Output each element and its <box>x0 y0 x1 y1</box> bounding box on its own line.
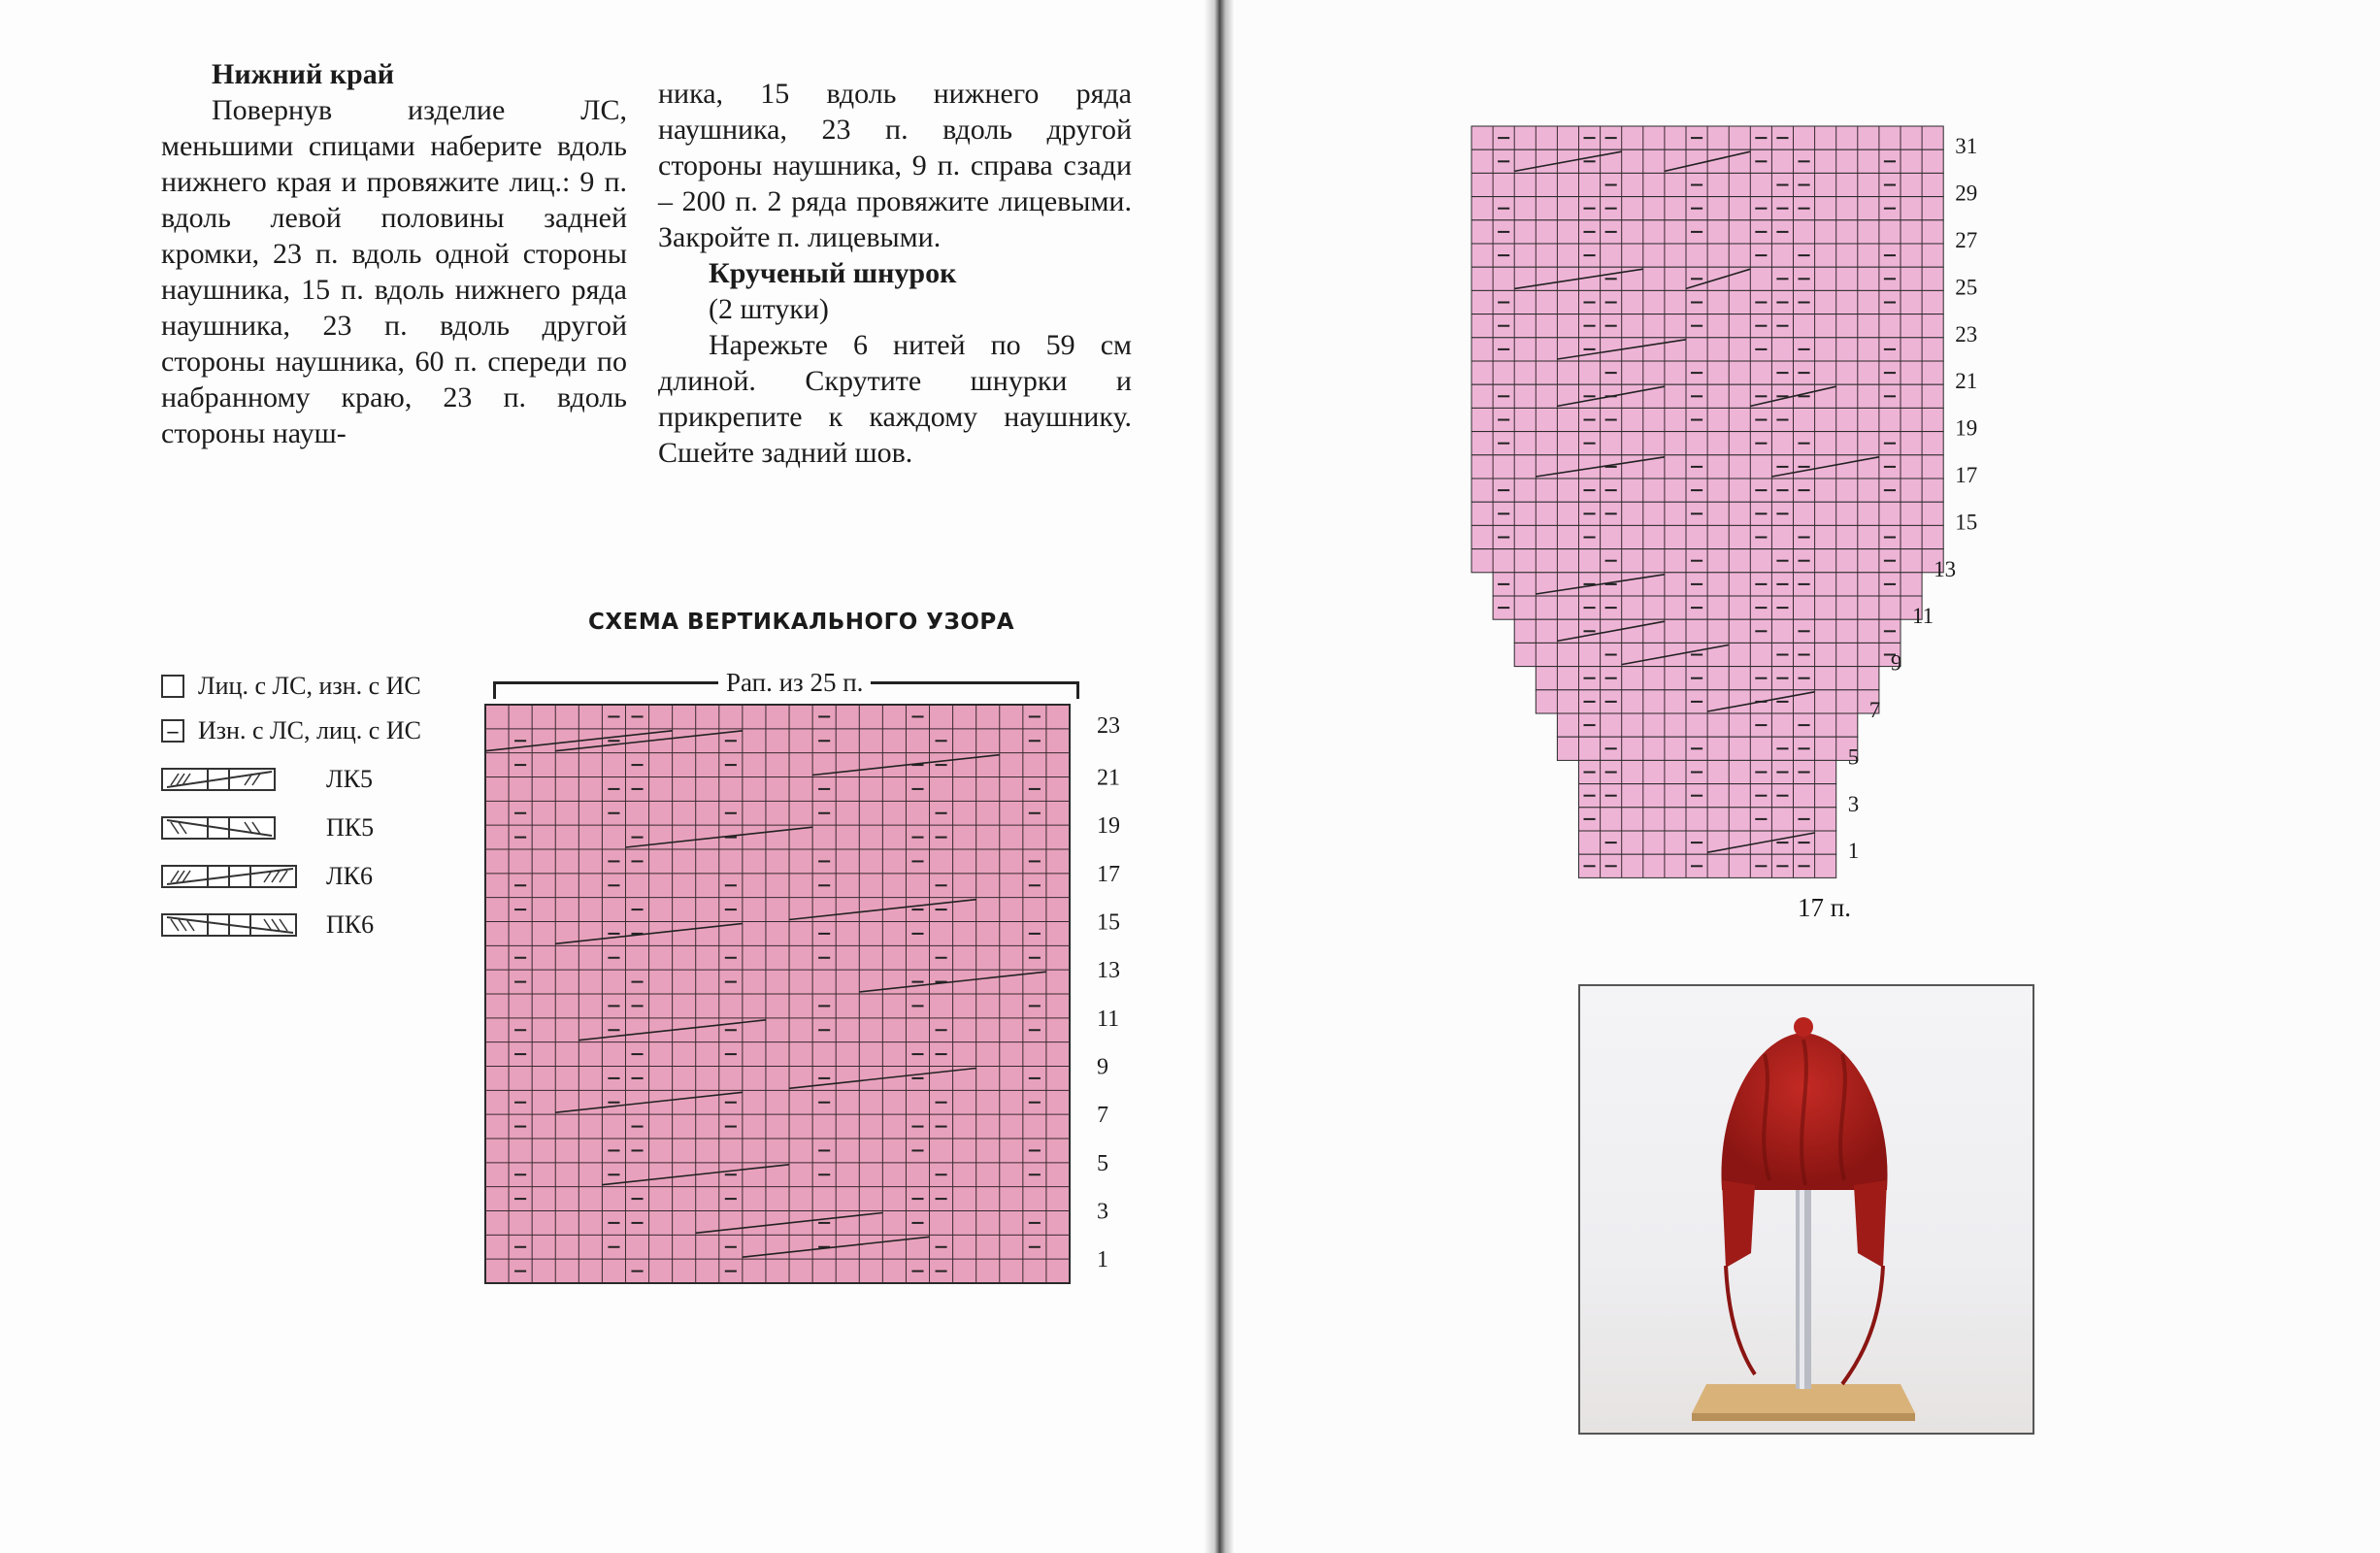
paragraph-bottom-edge-part1: Повернув изделие ЛС, меньшими спицами наберите вдоль нижнего края и провяжите лиц.: 9 п. вдоль левой половины задней кромки, 23 п. вдоль одной стороны наушника, 15 п. вдоль нижнего ряда наушника, 23 п. вдоль другой стороны наушника, 60 п. спереди по набранному краю, 23 п. вдоль стороны науш- <box>161 94 627 449</box>
legend-label: ПК6 <box>326 910 375 939</box>
section-heading-twisted-cord: Крученый шнурок <box>709 257 957 289</box>
row-label: 23 <box>1097 712 1120 739</box>
row-label: 5 <box>1097 1150 1108 1176</box>
row-label: 13 <box>1934 556 1957 581</box>
repeat-label: Рап. из 25 п. <box>718 668 871 698</box>
row-label: 1 <box>1097 1247 1108 1273</box>
row-label: 21 <box>1955 369 1978 394</box>
hat-illustration <box>1580 986 2033 1433</box>
legend-label: ЛК6 <box>326 862 373 890</box>
legend-label: Лиц. с ЛС, изн. с ИС <box>198 672 421 700</box>
row-label: 5 <box>1847 744 1860 770</box>
row-label: 23 <box>1955 321 1978 347</box>
legend-label: ЛК5 <box>326 765 373 793</box>
row-label: 29 <box>1955 181 1978 206</box>
row-label: 25 <box>1955 275 1978 300</box>
row-label: 15 <box>1097 909 1120 936</box>
row-label: 13 <box>1097 958 1120 984</box>
row-label: 9 <box>1097 1054 1108 1080</box>
row-label: 3 <box>1847 791 1860 816</box>
chart2-grid <box>1471 126 1943 877</box>
twisted-cord-quantity: (2 штуки) <box>709 293 829 325</box>
row-label: 7 <box>1097 1103 1108 1129</box>
row-label: 1 <box>1847 839 1860 864</box>
row-label: 11 <box>1097 1006 1120 1032</box>
row-label: 9 <box>1890 650 1902 676</box>
legend-label: ПК5 <box>326 813 375 842</box>
row-label: 19 <box>1097 813 1120 840</box>
row-label: 27 <box>1955 228 1978 252</box>
stitch-count-caption: 17 п. <box>1798 893 1851 922</box>
row-label: 17 <box>1097 861 1120 887</box>
row-label: 19 <box>1955 415 1978 441</box>
row-label: 11 <box>1912 604 1934 629</box>
paragraph-twisted-cord: Нарежьте 6 нитей по 59 см длиной. Скрутите шнурки и прикрепите к каждому наушнику. Сшейте задний шов. <box>658 329 1132 469</box>
legend-label: Изн. с ЛС, лиц. с ИС <box>198 716 421 744</box>
row-label: 15 <box>1955 510 1978 535</box>
row-label: 3 <box>1097 1199 1108 1225</box>
paragraph-bottom-edge-part2: ника, 15 вдоль нижнего ряда наушника, 23 п. вдоль другой стороны наушника, 9 п. справа сзади – 200 п. 2 ряда провяжите лицевыми. Закройте п. лицевыми. <box>658 78 1132 253</box>
row-label: 21 <box>1097 765 1120 791</box>
section-heading-bottom-edge: Нижний край <box>212 58 394 90</box>
row-label: 17 <box>1955 463 1978 487</box>
hat-photo <box>1578 984 2034 1435</box>
dash-box-icon: – <box>161 719 184 743</box>
row-label: 7 <box>1868 698 1881 722</box>
schema-title: СХЕМА ВЕРТИКАЛЬНОГО УЗОРА <box>588 610 1015 635</box>
row-label: 31 <box>1955 134 1978 159</box>
